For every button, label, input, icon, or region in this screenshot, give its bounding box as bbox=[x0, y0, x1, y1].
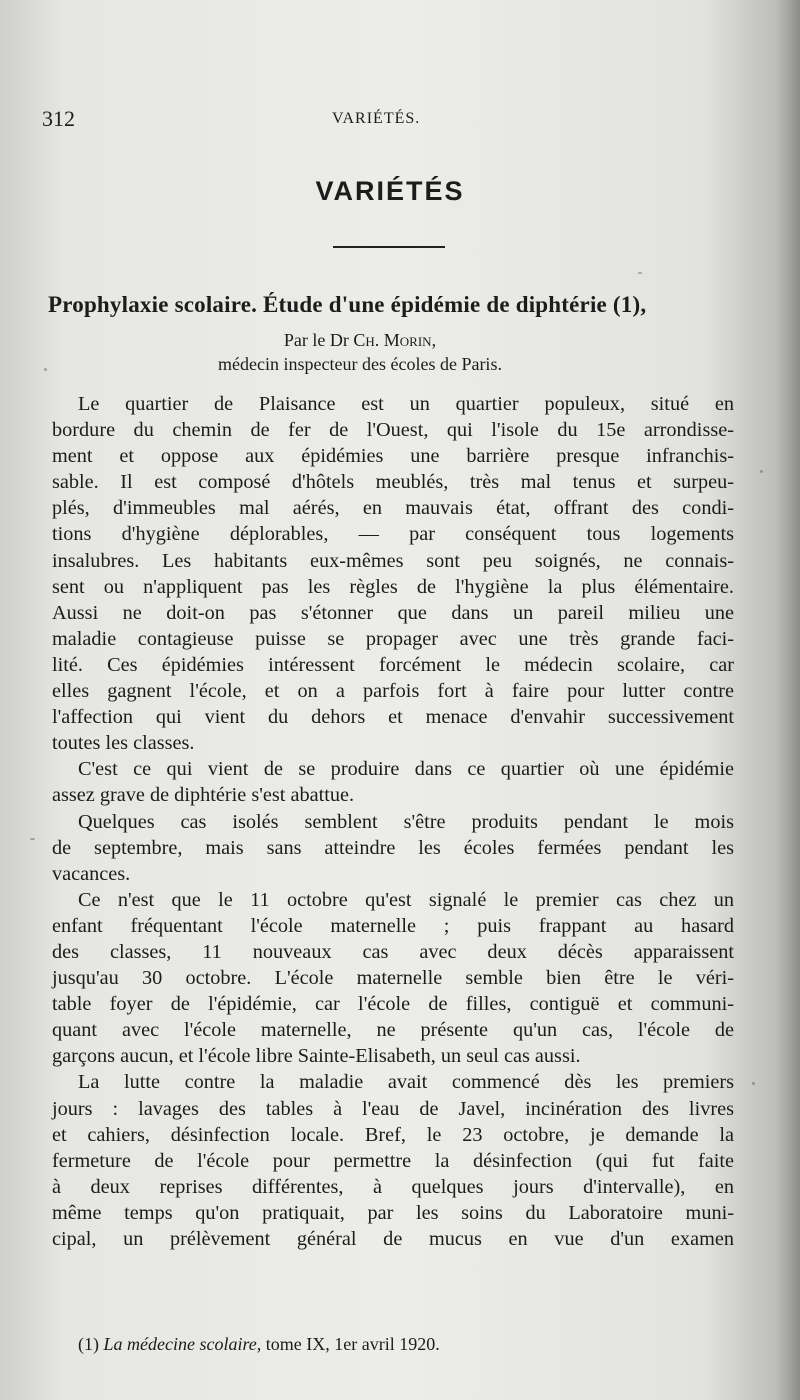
body-line: Le quartier de Plaisance est un quartier populeux, situé en bbox=[78, 393, 734, 415]
footnote-journal: La médecine scolaire, bbox=[103, 1334, 262, 1354]
body-line: tions d'hygiène déplorables, — par conséquent tous logements bbox=[52, 523, 734, 546]
section-title: VARIÉTÉS bbox=[315, 176, 465, 206]
article-title: Prophylaxie scolaire. Étude d'une épidémie de diphtérie (1), bbox=[48, 292, 647, 317]
body-line: fermeture de l'école pour permettre la désinfection (qui fut faite bbox=[52, 1149, 734, 1172]
body-line: toutes les classes. bbox=[52, 732, 195, 755]
body-line: ment et oppose aux épidémies une barrière presque infranchis- bbox=[52, 445, 734, 468]
body-line: et cahiers, désinfection locale. Bref, le 23 octobre, je demande la bbox=[52, 1123, 734, 1146]
body-line: Ce n'est que le 11 octobre qu'est signalé le premier cas chez un bbox=[78, 888, 734, 911]
body-line: insalubres. Les habitants eux-mêmes sont peu soignés, ne connais- bbox=[52, 549, 734, 572]
scan-speck bbox=[752, 1082, 755, 1085]
body-line: sable. Il est composé d'hôtels meublés, très mal tenus et surpeu- bbox=[52, 471, 734, 494]
body-line: de septembre, mais sans atteindre les écoles fermées pendant les bbox=[52, 836, 734, 859]
running-head: VARIÉTÉS. bbox=[332, 110, 421, 127]
byline bbox=[0, 326, 720, 354]
body-line: vacances. bbox=[52, 862, 131, 885]
body-line: jours : lavages des tables à l'eau de Javel, incinération des livres bbox=[52, 1097, 734, 1120]
footnote bbox=[78, 1334, 698, 1355]
body-line: elles gagnent l'école, et on a parfois fort à faire pour lutter contre bbox=[52, 680, 734, 703]
page-header bbox=[42, 104, 742, 134]
article-body bbox=[52, 391, 734, 1252]
body-line: des classes, 11 nouveaux cas avec deux décès apparaissent bbox=[52, 940, 734, 963]
body-line: La lutte contre la maladie avait commencé dès les premiers bbox=[78, 1071, 734, 1094]
author-name: Ch. Morin, bbox=[353, 330, 437, 350]
body-line: table foyer de l'épidémie, car l'école de filles, contiguë et communi- bbox=[52, 993, 734, 1016]
body-line: l'affection qui vient du dehors et menace d'envahir successivement bbox=[52, 706, 734, 729]
body-line: quant avec l'école maternelle, ne présente qu'un cas, l'école de bbox=[52, 1019, 734, 1042]
body-line: plés, d'immeubles mal aérés, en mauvais état, offrant des condi- bbox=[52, 497, 734, 520]
body-line: garçons aucun, et l'école libre Sainte-Elisabeth, un seul cas aussi. bbox=[52, 1045, 581, 1068]
scan-speck bbox=[638, 272, 642, 274]
body-line: maladie contagieuse puisse se propager avec une très grande faci- bbox=[52, 627, 734, 650]
scan-speck bbox=[44, 368, 47, 371]
body-line: même temps qu'on pratiquait, par les soins du Laboratoire muni- bbox=[52, 1201, 734, 1224]
body-line: jusqu'au 30 octobre. L'école maternelle semble bien être le véri- bbox=[52, 967, 734, 990]
page-number: 312 bbox=[42, 106, 75, 131]
body-line: Quelques cas isolés semblent s'être produits pendant le mois bbox=[78, 810, 734, 833]
body-line: bordure du chemin de fer de l'Ouest, qui l'isole du 15e arrondisse- bbox=[52, 419, 734, 442]
body-line: cipal, un prélèvement général de mucus en vue d'un examen bbox=[52, 1228, 734, 1250]
scan-speck bbox=[760, 470, 763, 473]
body-line: sent ou n'appliquent pas les règles de l'hygiène la plus élémentaire. bbox=[52, 575, 734, 598]
scan-speck bbox=[30, 838, 35, 840]
footnote-marker: (1) bbox=[78, 1334, 99, 1354]
footnote-details: tome IX, 1er avril 1920. bbox=[265, 1334, 440, 1354]
author-affiliation: médecin inspecteur des écoles de Paris. bbox=[218, 354, 502, 374]
title-divider bbox=[333, 246, 445, 248]
body-line: assez grave de diphtérie s'est abattue. bbox=[52, 784, 355, 807]
body-line: à deux reprises différentes, à quelques jours d'intervalle), en bbox=[52, 1175, 734, 1198]
body-line: Aussi ne doit-on pas s'étonner que dans un pareil milieu une bbox=[52, 601, 734, 624]
body-line: C'est ce qui vient de se produire dans ce quartier où une épidémie bbox=[78, 758, 734, 781]
body-line: lité. Ces épidémies intéressent forcément le médecin scolaire, car bbox=[52, 653, 734, 676]
byline-prefix: Par le Dr bbox=[283, 330, 349, 350]
body-line: enfant fréquentant l'école maternelle ; puis frappant au hasard bbox=[52, 914, 734, 937]
